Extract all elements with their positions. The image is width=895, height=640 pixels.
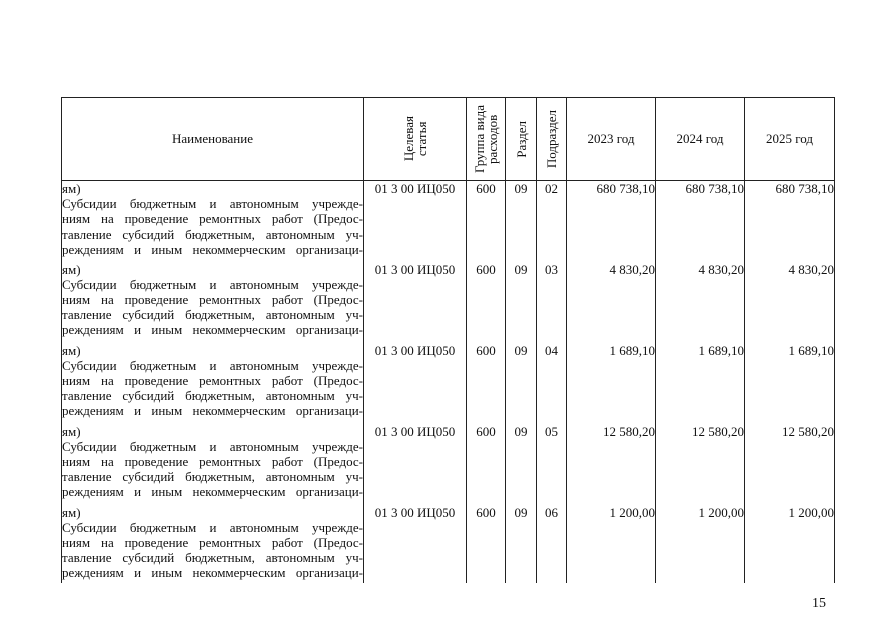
name-line: реждениям и иным некоммерческим организаци- — [62, 565, 363, 581]
header-2024-label: 2024 год — [676, 131, 724, 147]
name-line: тавление субсидий бюджетным, автономным уч- — [62, 388, 363, 404]
header-2024 — [656, 98, 745, 181]
row-section: 09 — [506, 343, 537, 424]
header-group-label: Группа вида расходов — [472, 105, 500, 173]
name-line: тавление субсидий бюджетным, автономным уч- — [62, 550, 363, 566]
name-line: реждениям и иным некоммерческим организаци- — [62, 484, 363, 500]
row-name — [62, 262, 364, 343]
header-section — [506, 98, 537, 181]
name-line: ниям на проведение ремонтных работ (Предос- — [62, 453, 363, 469]
name-line: ям) — [62, 342, 81, 358]
row-section: 09 — [506, 505, 537, 583]
table-header-row — [62, 98, 835, 181]
row-group: 600 — [467, 181, 506, 262]
header-name-label: Наименование — [172, 131, 253, 147]
header-2025 — [745, 98, 835, 181]
table-row — [62, 262, 835, 343]
header-target-label: Целевая статья — [401, 116, 429, 162]
table-row — [62, 181, 835, 262]
header-section-label: Раздел — [513, 120, 529, 158]
row-group: 600 — [467, 262, 506, 343]
name-line: ниям на проведение ремонтных работ (Предос- — [62, 211, 363, 227]
row-2023: 4 830,20 — [567, 262, 656, 343]
name-line: тавление субсидий бюджетным, автономным уч- — [62, 226, 363, 242]
row-2023: 1 689,10 — [567, 343, 656, 424]
name-line: ниям на проведение ремонтных работ (Предос- — [62, 372, 363, 388]
header-subsection-label: Подраздел — [544, 109, 559, 169]
row-subsection: 05 — [537, 424, 567, 505]
row-target: 01 3 00 ИЦ050 — [364, 505, 467, 583]
header-2023 — [567, 98, 656, 181]
table-row — [62, 505, 835, 583]
header-2023-label: 2023 год — [587, 131, 635, 147]
row-section: 09 — [506, 181, 537, 262]
row-group: 600 — [467, 424, 506, 505]
name-line: Субсидии бюджетным и автономным учрежде- — [62, 438, 363, 454]
name-line: ям) — [62, 423, 81, 439]
name-line: Субсидии бюджетным и автономным учрежде- — [62, 276, 363, 292]
name-line: ям) — [62, 261, 81, 277]
row-2024: 1 200,00 — [656, 505, 745, 583]
row-name — [62, 181, 364, 262]
table-row — [62, 343, 835, 424]
name-line: тавление субсидий бюджетным, автономным уч- — [62, 469, 363, 485]
budget-table — [61, 97, 835, 583]
row-2024: 4 830,20 — [656, 262, 745, 343]
row-2025: 12 580,20 — [745, 424, 835, 505]
header-subsection — [537, 98, 567, 181]
row-2024: 1 689,10 — [656, 343, 745, 424]
name-line: Субсидии бюджетным и автономным учрежде- — [62, 357, 363, 373]
row-group: 600 — [467, 343, 506, 424]
row-2023: 12 580,20 — [567, 424, 656, 505]
row-name — [62, 505, 364, 583]
name-line: реждениям и иным некоммерческим организаци- — [62, 403, 363, 419]
table-row — [62, 424, 835, 505]
row-2024: 680 738,10 — [656, 181, 745, 262]
row-2025: 1 689,10 — [745, 343, 835, 424]
row-2025: 4 830,20 — [745, 262, 835, 343]
name-line: ниям на проведение ремонтных работ (Предос- — [62, 534, 363, 550]
name-line: Субсидии бюджетным и автономным учрежде- — [62, 519, 363, 535]
row-section: 09 — [506, 262, 537, 343]
name-line: ям) — [62, 504, 81, 520]
table-body — [62, 181, 835, 583]
header-target — [364, 98, 467, 181]
name-line: ниям на проведение ремонтных работ (Предос- — [62, 291, 363, 307]
row-2024: 12 580,20 — [656, 424, 745, 505]
name-line: реждениям и иным некоммерческим организаци- — [62, 322, 363, 338]
row-name — [62, 343, 364, 424]
row-section: 09 — [506, 424, 537, 505]
name-line: тавление субсидий бюджетным, автономным уч- — [62, 307, 363, 323]
row-group: 600 — [467, 505, 506, 583]
header-group — [467, 98, 506, 181]
row-subsection: 04 — [537, 343, 567, 424]
name-line: реждениям и иным некоммерческим организаци- — [62, 241, 363, 257]
row-2025: 1 200,00 — [745, 505, 835, 583]
page-number: 15 — [812, 596, 826, 611]
row-target: 01 3 00 ИЦ050 — [364, 424, 467, 505]
name-line: ям) — [62, 181, 81, 196]
row-2023: 1 200,00 — [567, 505, 656, 583]
row-subsection: 02 — [537, 181, 567, 262]
row-target: 01 3 00 ИЦ050 — [364, 181, 467, 262]
row-2023: 680 738,10 — [567, 181, 656, 262]
name-line: Субсидии бюджетным и автономным учрежде- — [62, 196, 363, 212]
row-name — [62, 424, 364, 505]
header-name — [62, 98, 364, 181]
row-subsection: 03 — [537, 262, 567, 343]
row-2025: 680 738,10 — [745, 181, 835, 262]
header-2025-label: 2025 год — [766, 131, 813, 147]
row-target: 01 3 00 ИЦ050 — [364, 343, 467, 424]
row-subsection: 06 — [537, 505, 567, 583]
row-target: 01 3 00 ИЦ050 — [364, 262, 467, 343]
